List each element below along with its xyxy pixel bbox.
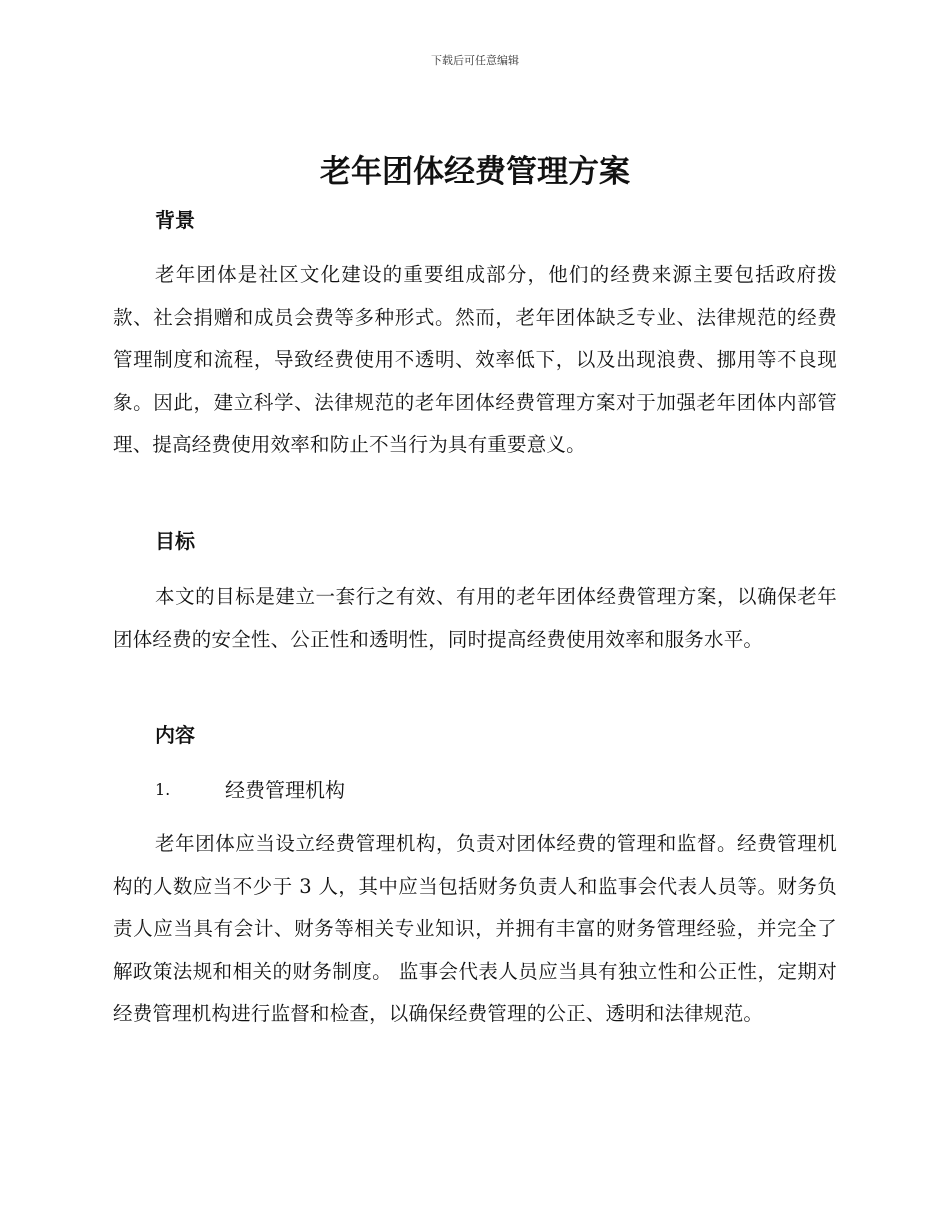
list-item-title: 经费管理机构 [225, 778, 345, 802]
list-item-number: 1. [155, 780, 171, 799]
goal-paragraph: 本文的目标是建立一套行之有效、有用的老年团体经费管理方案，以确保老年团体经费的安全性、公正性和透明性，同时提高经费使用效率和服务水平。 [113, 585, 837, 651]
section-heading-content: 内容 [155, 723, 195, 747]
fund-management-paragraph: 老年团体应当设立经费管理机构，负责对团体经费的管理和监督。经费管理机构的人数应当不少于 3 人，其中应当包括财务负责人和监事会代表人员等。财务负责人应当具有会计、财务等相关专业知识，并拥有丰富的财务管理经验，并完全了解政策法规和相关的财务制度。 监事会代表人员应当具有独立性和公正性，定期对经费管理机构进行监督和检查，以确保经费管理的公正、透明和法律规范。 [113, 832, 837, 1025]
section-heading-goal: 目标 [155, 529, 195, 553]
page-header-note: 下载后可任意编辑 [431, 54, 519, 67]
background-paragraph: 老年团体是社区文化建设的重要组成部分，他们的经费来源主要包括政府拨款、社会捐赠和成员会费等多种形式。然而，老年团体缺乏专业、法律规范的经费管理制度和流程，导致经费使用不透明、效率低下，以及出现浪费、挪用等不良现象。因此，建立科学、法律规范的老年团体经费管理方案对于加强老年团体内部管理、提高经费使用效率和防止不当行为具有重要意义。 [113, 263, 837, 456]
document-title: 老年团体经费管理方案 [320, 154, 630, 190]
section-heading-background: 背景 [155, 208, 195, 232]
